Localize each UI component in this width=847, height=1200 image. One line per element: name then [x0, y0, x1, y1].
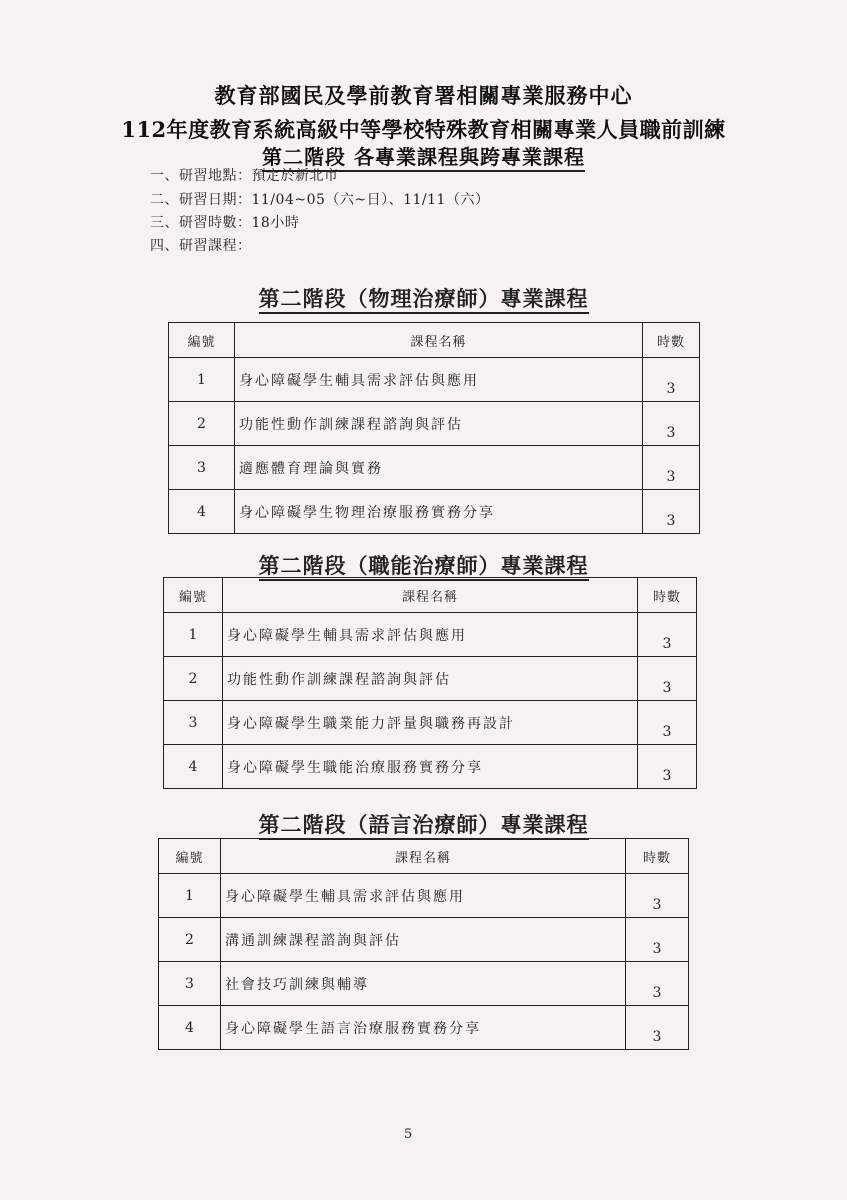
- row-course-name: 功能性動作訓練課程諮詢與評估: [223, 657, 638, 701]
- row-hours: 3: [643, 490, 700, 534]
- table-row: [164, 745, 697, 789]
- course-table-physical-therapy: [168, 322, 700, 534]
- column-header-hours: 時數: [626, 839, 689, 874]
- row-number: 2: [169, 402, 235, 446]
- row-course-name: 身心障礙學生輔具需求評估與應用: [221, 874, 626, 918]
- column-header-number: 編號: [169, 323, 235, 358]
- info-courses: 四、研習課程：: [150, 238, 252, 254]
- header-stage-title-text: 第二階段 各專業課程與跨專業課程: [262, 145, 585, 172]
- row-hours: 3: [643, 358, 700, 402]
- section-title-occupational-therapy: [0, 550, 847, 580]
- row-course-name: 身心障礙學生輔具需求評估與應用: [235, 358, 643, 402]
- table-row: [164, 613, 697, 657]
- row-hours: 3: [638, 613, 697, 657]
- column-header-course-name: 課程名稱: [223, 578, 638, 613]
- table-row: [159, 962, 689, 1006]
- row-number: 1: [164, 613, 223, 657]
- table-row: [164, 701, 697, 745]
- section-title-text: 第二階段（物理治療師）專業課程: [259, 286, 589, 314]
- table-row: [169, 358, 700, 402]
- course-table-speech-therapy: [158, 838, 689, 1050]
- row-hours: 3: [638, 657, 697, 701]
- info-hours: 三、研習時數：18小時: [150, 215, 300, 231]
- info-location: 一、研習地點：預定於新北市: [150, 168, 339, 184]
- row-number: 3: [164, 701, 223, 745]
- table-row: [169, 446, 700, 490]
- page-number: 5: [404, 1127, 413, 1142]
- column-header-course-name: 課程名稱: [221, 839, 626, 874]
- column-header-hours: 時數: [638, 578, 697, 613]
- header-training-title: 112年度教育系統高級中等學校特殊教育相關專業人員職前訓練: [121, 117, 726, 142]
- row-course-name: 功能性動作訓練課程諮詢與評估: [235, 402, 643, 446]
- row-course-name: 身心障礙學生職能治療服務實務分享: [223, 745, 638, 789]
- row-course-name: 適應體育理論與實務: [235, 446, 643, 490]
- row-course-name: 溝通訓練課程諮詢與評估: [221, 918, 626, 962]
- row-hours: 3: [643, 446, 700, 490]
- table-row: [169, 402, 700, 446]
- row-hours: 3: [626, 962, 689, 1006]
- row-hours: 3: [626, 918, 689, 962]
- row-number: 4: [159, 1006, 221, 1050]
- row-number: 2: [159, 918, 221, 962]
- section-title-text: 第二階段（職能治療師）專業課程: [259, 553, 589, 581]
- row-number: 2: [164, 657, 223, 701]
- row-hours: 3: [626, 1006, 689, 1050]
- row-number: 1: [169, 358, 235, 402]
- column-header-number: 編號: [164, 578, 223, 613]
- row-number: 3: [159, 962, 221, 1006]
- row-course-name: 身心障礙學生語言治療服務實務分享: [221, 1006, 626, 1050]
- section-title-speech-therapy: [0, 809, 847, 839]
- column-header-hours: 時數: [643, 323, 700, 358]
- column-header-number: 編號: [159, 839, 221, 874]
- column-header-course-name: 課程名稱: [235, 323, 643, 358]
- row-course-name: 身心障礙學生職業能力評量與職務再設計: [223, 701, 638, 745]
- row-hours: 3: [638, 745, 697, 789]
- row-number: 1: [159, 874, 221, 918]
- row-hours: 3: [626, 874, 689, 918]
- row-course-name: 社會技巧訓練與輔導: [221, 962, 626, 1006]
- section-title-text: 第二階段（語言治療師）專業課程: [259, 812, 589, 840]
- info-dates: 二、研習日期：11/04~05（六~日）、11/11（六）: [150, 192, 490, 208]
- row-hours: 3: [643, 402, 700, 446]
- table-row: [164, 657, 697, 701]
- row-course-name: 身心障礙學生物理治療服務實務分享: [235, 490, 643, 534]
- table-header-row: [169, 323, 700, 358]
- row-number: 3: [169, 446, 235, 490]
- row-course-name: 身心障礙學生輔具需求評估與應用: [223, 613, 638, 657]
- table-header-row: [159, 839, 689, 874]
- table-row: [159, 918, 689, 962]
- header-stage-title: [0, 141, 847, 170]
- table-row: [169, 490, 700, 534]
- header-organization: 教育部國民及學前教育署相關專業服務中心: [214, 83, 633, 108]
- row-hours: 3: [638, 701, 697, 745]
- table-header-row: [164, 578, 697, 613]
- table-row: [159, 874, 689, 918]
- row-number: 4: [164, 745, 223, 789]
- row-number: 4: [169, 490, 235, 534]
- course-table-occupational-therapy: [163, 577, 697, 789]
- table-row: [159, 1006, 689, 1050]
- section-title-physical-therapy: [0, 283, 847, 313]
